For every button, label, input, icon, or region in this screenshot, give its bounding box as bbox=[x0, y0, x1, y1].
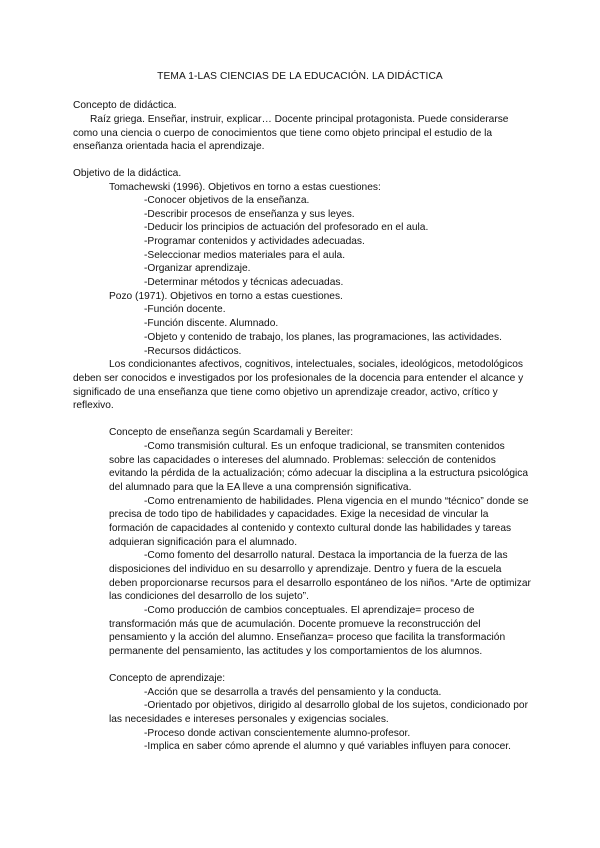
list-item: -Acción que se desarrolla a través del pensamiento y la conducta. bbox=[144, 687, 442, 698]
paragraph-line: enseñanza orientada hacia el aprendizaje. bbox=[73, 141, 265, 152]
paragraph-line: transformación más que de acumulación. Docente promueve la reconstrucción del bbox=[109, 619, 481, 630]
list-item: -Objeto y contenido de trabajo, los planes, las programaciones, las actividades. bbox=[144, 332, 502, 343]
section-heading-concepto-ensenanza: Concepto de enseñanza según Scardamali y Bereiter: bbox=[109, 427, 354, 438]
list-item: -Seleccionar medios materiales para el aula. bbox=[144, 250, 346, 261]
list-item: -Conocer objetivos de la enseñanza. bbox=[144, 195, 310, 206]
section-heading-concepto-aprendizaje: Concepto de aprendizaje: bbox=[109, 673, 226, 684]
list-item: -Proceso donde activan conscientemente alumno-profesor. bbox=[144, 728, 411, 739]
list-item: -Implica en saber cómo aprende el alumno y qué variables influyen para conocer. bbox=[144, 741, 511, 752]
paragraph-line: -Como fomento del desarrollo natural. Destaca la importancia de la fuerza de las bbox=[144, 550, 508, 561]
section-heading-objetivo: Objetivo de la didáctica. bbox=[73, 168, 182, 179]
list-item: -Describir procesos de enseñanza y sus leyes. bbox=[144, 209, 355, 220]
paragraph-line: permanente del pensamiento, las actitudes y los comportamientos de los alumnos. bbox=[109, 646, 483, 657]
paragraph-line: del alumnado para que la EA lleve a una comprensión significativa. bbox=[109, 482, 412, 493]
list-item: -Función docente. bbox=[144, 304, 226, 315]
paragraph-line: las condiciones del desarrollo de los sujeto”. bbox=[109, 591, 309, 602]
paragraph-line: precisa de todo tipo de habilidades y capacidades. Exige la necesidad de vincular la bbox=[109, 509, 489, 520]
paragraph-line: Raíz griega. Enseñar, instruir, explicar… Docente principal protagonista. Puede considerarse bbox=[90, 114, 509, 125]
list-item: -Deducir los principios de actuación del profesorado en el aula. bbox=[144, 222, 429, 233]
list-item: -Orientado por objetivos, dirigido al desarrollo global de los sujetos, condicionado por bbox=[144, 700, 528, 711]
paragraph-line: disposiciones del individuo en su desarrollo y aprendizaje. Dentro y fuera de la escuela bbox=[109, 564, 502, 575]
list-intro-pozo: Pozo (1971). Objetivos en torno a estas cuestiones. bbox=[109, 291, 343, 302]
paragraph-line: deben proporcionarse recursos para el desarrollo espontáneo de los niños. “Arte de optimizar bbox=[109, 578, 531, 589]
list-item: -Recursos didácticos. bbox=[144, 346, 242, 357]
paragraph-line: pensamiento y la acción del alumno. Enseñanza= proceso que facilita la transformación bbox=[109, 632, 506, 643]
paragraph-line: Los condicionantes afectivos, cognitivos, intelectuales, sociales, ideológicos, metodológicos bbox=[109, 359, 523, 370]
list-item: -Programar contenidos y actividades adecuadas. bbox=[144, 236, 365, 247]
list-item: -Determinar métodos y técnicas adecuadas. bbox=[144, 277, 344, 288]
list-intro-tomachewski: Tomachewski (1996). Objetivos en torno a estas cuestiones: bbox=[109, 182, 381, 193]
paragraph-line: significado de una enseñanza que tiene como objetivo un aprendizaje creador, activo, crítico y bbox=[73, 387, 498, 398]
paragraph-line: formación de capacidades al contenido y contexto cultural donde las habilidades y tareas bbox=[109, 523, 512, 534]
paragraph-line: deben ser conocidos e investigados por los profesionales de la docencia para entender el alcance y bbox=[73, 373, 524, 384]
list-item-continuation: las necesidades e intereses personales y exigencias sociales. bbox=[109, 714, 389, 725]
page-title: TEMA 1-LAS CIENCIAS DE LA EDUCACIÓN. LA DIDÁCTICA bbox=[157, 71, 443, 82]
paragraph-line: -Como entrenamiento de habilidades. Plena vigencia en el mundo “técnico” donde se bbox=[144, 496, 529, 507]
paragraph-line: reflexivo. bbox=[73, 400, 114, 411]
list-item: -Función discente. Alumnado. bbox=[144, 318, 279, 329]
section-heading-concepto-didactica: Concepto de didáctica. bbox=[73, 100, 177, 111]
paragraph-line: sobre las capacidades o intereses del alumnado. Problemas: selección de contenidos bbox=[109, 455, 496, 466]
list-item: -Organizar aprendizaje. bbox=[144, 263, 251, 274]
paragraph-line: -Como transmisión cultural. Es un enfoque tradicional, se transmiten contenidos bbox=[144, 441, 505, 452]
paragraph-line: como una ciencia o cuerpo de conocimientos que tiene como objeto principal el estudio de la bbox=[73, 128, 493, 139]
paragraph-line: -Como producción de cambios conceptuales. El aprendizaje= proceso de bbox=[144, 605, 475, 616]
paragraph-line: adquieran significación para el alumnado. bbox=[109, 537, 298, 548]
paragraph-line: evitando la pérdida de la actualización; cómo adecuar la disciplina a la estructura psicológica bbox=[109, 468, 529, 479]
